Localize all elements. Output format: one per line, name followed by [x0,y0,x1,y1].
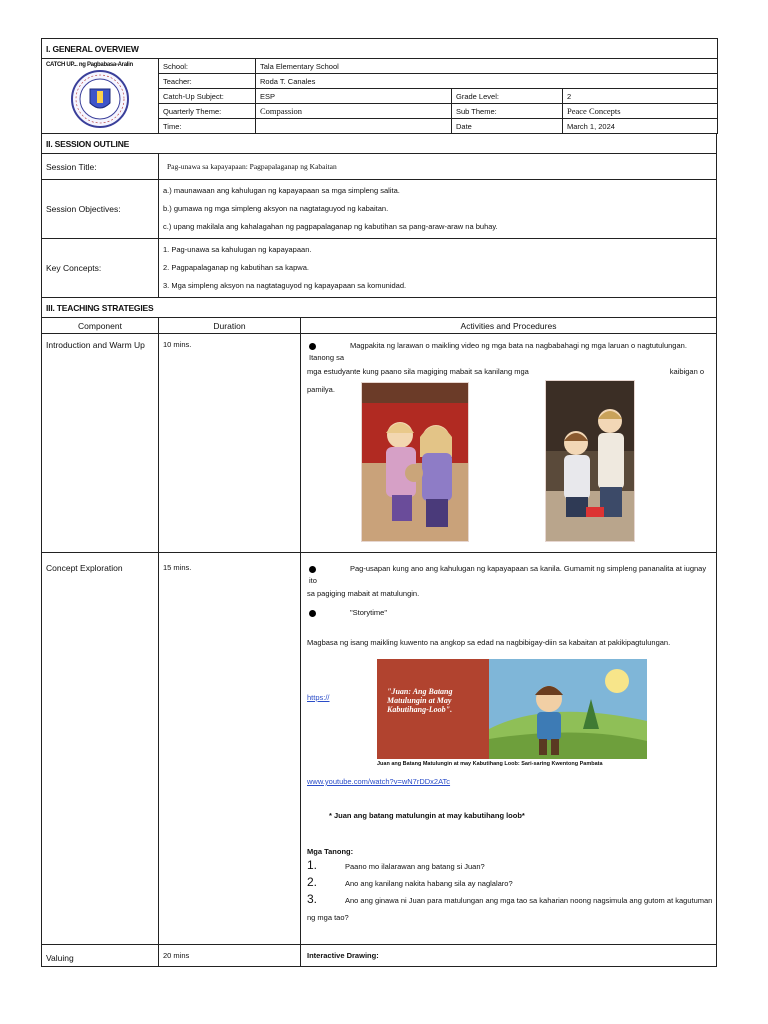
subject-value: ESP [256,89,452,104]
youtube-link[interactable]: www.youtube.com/watch?v=wN7rDDx2ATc [307,777,451,786]
kids-playing-together-photo [545,380,635,542]
section-session-outline: II. SESSION OUTLINE [42,134,717,154]
question-item: 1. Paano mo ilalarawan ang batang si Juan? [307,858,485,872]
questions-label: Mga Tanong: [307,847,354,856]
teacher-value: Roda T. Canales [256,74,718,89]
column-header-activities: Activities and Procedures [301,318,717,334]
section-general-overview: I. GENERAL OVERVIEW [42,39,718,59]
grade-value: 2 [563,89,718,104]
storytime-label: "Storytime" [350,608,387,617]
valuing-duration: 20 mins [159,945,301,967]
banner-title: "Juan: Ang Batang Matulungin at May Kabutihang-Loob". [387,687,453,714]
question-item: 3. Ano ang ginawa ni Juan para matulungan ang mga tao sa kaharian noong nagsimula ang gutom at kagutuman [307,892,712,906]
session-outline-table [41,133,717,298]
concept-text-b: sa pagiging mabait at matulungin. [307,589,420,598]
concept-activities-cell [301,553,717,945]
column-header-component: Component [42,318,159,334]
objective-item: b.) gumawa ng mga simpleng aksyon na nagtataguyod ng kabaitan. [163,204,389,213]
intro-component: Introduction and Warm Up [42,334,159,553]
lesson-plan-document [41,38,717,967]
intro-text-b: mga estudyante kung paano sila magiging mabait sa kanilang mga [307,367,529,376]
question-item: 2. Ano ang kanilang nakita habang sila ay naglalaro? [307,875,513,889]
concept-item: 2. Pagpapalaganap ng kabutihan sa kapwa. [163,263,309,272]
section-teaching-strategies: III. TEACHING STRATEGIES [42,298,717,318]
session-objectives-label: Session Objectives: [42,180,159,239]
valuing-activity: Interactive Drawing: [301,945,717,967]
bullet-icon [309,343,316,350]
intro-text-a: Magpakita ng larawan o maikling video ng mga bata na nagbabahagi ng mga laruan o nagtutulungan. Itanong sa [309,341,687,362]
concept-text-a: Pag-usapan kung ano ang kahulugan ng kapayapaan sa kanila. Gumamit ng simpleng pananalita at iugnay ito [309,564,707,585]
concept-item: 3. Mga simpleng aksyon na nagtataguyod ng kapayapaan sa komunidad. [163,281,407,290]
session-title-value: Pag-unawa sa kapayapaan: Pagpapalaganap ng Kabaitan [159,154,717,180]
intro-text-d: pamilya. [307,385,335,394]
general-overview-table [41,38,718,134]
subtheme-label: Sub Theme: [452,104,563,119]
theme-value: Compassion [256,104,452,119]
session-objectives-list [159,180,717,239]
concept-duration: 15 mins. [159,553,301,945]
objective-item: a.) maunawaan ang kahulugan ng kapayapaan sa mga simpleng salita. [163,186,400,195]
time-label: Time: [159,119,256,134]
concept-component: Concept Exploration [42,553,159,945]
teaching-strategies-table [41,297,717,967]
deped-logo-cell [42,59,159,134]
key-concepts-list [159,239,717,298]
objective-item: c.) upang makilala ang kahalagahan ng pagpapalaganap ng kabutihan sa pang-araw-araw na buhay. [163,222,498,231]
story-link-short[interactable]: https:// [307,693,330,702]
time-value [256,119,452,134]
story-intro-text: Magbasa ng isang maikling kuwento na angkop sa edad na nagbibigay-diin sa kabaitan at pakikipagtulungan. [307,638,671,647]
grade-label: Grade Level: [452,89,563,104]
subject-label: Catch-Up Subject: [159,89,256,104]
banner-caption: Juan ang Batang Matulungin at may Kabutihang Loob: Sari-saring Kwentong Pambata [377,761,603,767]
bullet-icon [309,610,316,617]
question-tail: ng mga tao? [307,913,349,922]
questions-list [307,857,712,924]
story-banner-image [377,659,647,759]
theme-label: Quarterly Theme: [159,104,256,119]
session-title-label: Session Title: [42,154,159,180]
date-value: March 1, 2024 [563,119,718,134]
kids-sharing-toys-photo [361,382,469,542]
intro-activities-cell [301,334,717,553]
school-value: Tala Elementary School [256,59,718,74]
concept-item: 1. Pag-unawa sa kahulugan ng kapayapaan. [163,245,312,254]
intro-text-c: kaibigan o [669,367,704,376]
intro-duration: 10 mins. [159,334,301,553]
story-title: * Juan ang batang matulungin at may kabutihang loob* [329,811,525,820]
logo-label: CATCH UP... ng Pagbabasa-Aralin [46,62,133,68]
deped-seal-icon [70,69,130,129]
valuing-component: Valuing [42,945,159,967]
school-label: School: [159,59,256,74]
key-concepts-label: Key Concepts: [42,239,159,298]
date-label: Date [452,119,563,134]
subtheme-value: Peace Concepts [563,104,718,119]
bullet-icon [309,566,316,573]
column-header-duration: Duration [159,318,301,334]
teacher-label: Teacher: [159,74,256,89]
